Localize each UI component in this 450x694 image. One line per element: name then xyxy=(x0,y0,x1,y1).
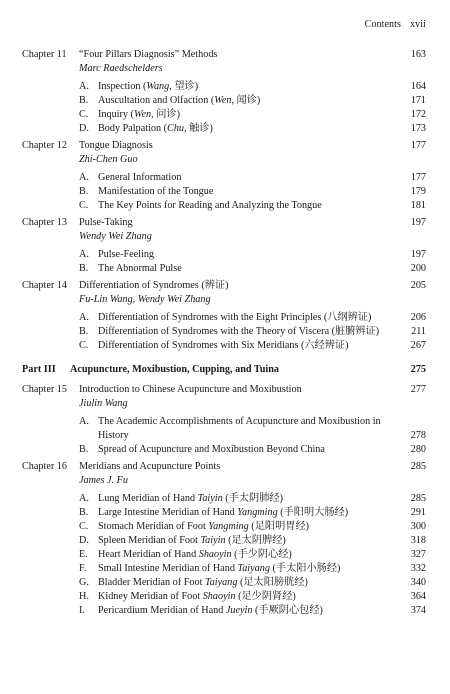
section-title-text: , 闻诊) xyxy=(231,95,261,106)
chapter-label: Chapter 15 xyxy=(22,384,67,395)
section-entry[interactable] xyxy=(79,185,426,199)
section-title-text: (手少阴心经) xyxy=(231,549,292,560)
chapter-title: Differentiation of Syndromes (辨证) xyxy=(79,280,229,291)
section-title-italic: Taiyin xyxy=(197,493,223,504)
section-title xyxy=(98,109,180,120)
section-title-text: Small Intestine Meridian of Hand xyxy=(98,563,238,574)
table-of-contents xyxy=(22,48,426,621)
section-letter: C. xyxy=(79,109,89,120)
section-letter: F. xyxy=(79,563,87,574)
page-number: 327 xyxy=(410,549,426,560)
header-page-number: xvii xyxy=(410,19,426,30)
section-title xyxy=(98,263,182,274)
section-title xyxy=(98,312,371,323)
page-number: 181 xyxy=(410,200,426,211)
section-title-text: Bladder Meridian of Foot xyxy=(98,577,205,588)
page-number: 285 xyxy=(410,461,426,472)
chapter-heading[interactable] xyxy=(22,216,426,230)
chapter-author: James J. Fu xyxy=(79,475,128,486)
section-letter: E. xyxy=(79,549,88,560)
page-number: 300 xyxy=(410,521,426,532)
section-letter: C. xyxy=(79,340,89,351)
section-entry[interactable] xyxy=(79,492,426,506)
page-number: 275 xyxy=(410,364,426,375)
section-title-italic: Yangming xyxy=(208,521,249,532)
section-title-text: Pulse-Feeling xyxy=(98,249,155,260)
chapter-heading[interactable] xyxy=(22,279,426,293)
section-title-text: (手厥阴心包经) xyxy=(252,605,323,616)
chapter-label: Chapter 16 xyxy=(22,461,67,472)
section-title xyxy=(98,521,309,532)
section-entry[interactable] xyxy=(79,590,426,604)
section-title-italic: Taiyin xyxy=(200,535,226,546)
section-letter: A. xyxy=(79,493,89,504)
chapter-entry xyxy=(22,383,426,457)
section-letter: A. xyxy=(79,172,89,183)
section-title xyxy=(98,123,213,134)
chapter-author: Zhi-Chen Guo xyxy=(79,154,138,165)
section-title xyxy=(98,81,198,92)
section-entry[interactable] xyxy=(79,311,426,325)
page-number: 211 xyxy=(411,326,426,337)
section-title-text: Manifestation of the Tongue xyxy=(98,186,214,197)
page-number: 171 xyxy=(410,95,426,106)
page-number: 291 xyxy=(410,507,426,518)
page-number: 340 xyxy=(410,577,426,588)
chapter-label: Chapter 12 xyxy=(22,140,67,151)
section-letter: C. xyxy=(79,521,89,532)
section-title xyxy=(98,591,296,602)
section-title xyxy=(98,95,260,106)
section-entry[interactable] xyxy=(79,262,426,276)
part-title: Acupuncture, Moxibustion, Cupping, and Tuina xyxy=(70,364,280,375)
section-title-text: (足少阴肾经) xyxy=(235,591,296,602)
page-number: 267 xyxy=(410,340,426,351)
section-entry[interactable] xyxy=(79,506,426,520)
section-title-text: (足阳明胃经) xyxy=(248,521,310,532)
section-entry[interactable] xyxy=(79,325,426,339)
section-entry[interactable] xyxy=(79,520,426,534)
section-title xyxy=(98,200,322,211)
section-letter: B. xyxy=(79,444,89,455)
chapter-label: Chapter 14 xyxy=(22,280,67,291)
page-number: 332 xyxy=(410,563,426,574)
section-title-text: , 望诊) xyxy=(169,81,199,92)
section-entry[interactable] xyxy=(79,548,426,562)
chapter-title: Tongue Diagnosis xyxy=(79,140,153,151)
page-number: 164 xyxy=(410,81,426,92)
section-entry[interactable] xyxy=(79,415,426,443)
section-title-text: The Academic Accomplishments of Acupuncture and Moxibustion in History xyxy=(98,416,381,441)
running-header xyxy=(365,18,426,32)
section-title-italic: Jueyin xyxy=(225,605,253,616)
section-title-text: , 问诊) xyxy=(151,109,180,120)
section-letter: A. xyxy=(79,249,89,260)
section-entry[interactable] xyxy=(79,534,426,548)
section-title-text: Body Palpation ( xyxy=(98,123,168,134)
section-title-text: Stomach Meridian of Foot xyxy=(98,521,209,532)
chapter-title: Meridians and Acupuncture Points xyxy=(79,461,221,472)
section-entry[interactable] xyxy=(79,576,426,590)
page-number: 177 xyxy=(410,140,426,151)
chapter-entry xyxy=(22,48,426,136)
page-number: 205 xyxy=(410,280,426,291)
page-number: 278 xyxy=(410,430,426,441)
chapter-entry xyxy=(22,216,426,276)
section-letter: D. xyxy=(79,535,89,546)
section-title xyxy=(98,507,348,518)
section-entry[interactable] xyxy=(79,199,426,213)
page-number: 285 xyxy=(410,493,426,504)
chapter-heading[interactable] xyxy=(22,48,426,62)
page-number: 277 xyxy=(410,384,426,395)
section-title-text: The Abnormal Pulse xyxy=(98,263,182,274)
page-number: 318 xyxy=(410,535,426,546)
chapter-title: “Four Pillars Diagnosis” Methods xyxy=(79,49,218,60)
section-entry[interactable] xyxy=(79,80,426,94)
chapter-title: Pulse-Taking xyxy=(79,217,133,228)
section-title-italic: Wen xyxy=(214,95,232,106)
section-title-text: (足太阴脾经) xyxy=(225,535,286,546)
section-title xyxy=(98,577,308,588)
page-number: 163 xyxy=(410,49,426,60)
section-title-text: Heart Meridian of Hand xyxy=(98,549,199,560)
part-label: Part III xyxy=(22,364,56,375)
section-letter: G. xyxy=(79,577,89,588)
section-title-text: Inspection ( xyxy=(98,81,147,92)
section-title xyxy=(98,444,325,455)
section-letter: D. xyxy=(79,123,89,134)
section-letter: A. xyxy=(79,416,89,427)
section-entry[interactable] xyxy=(79,604,426,618)
page-number: 374 xyxy=(410,605,426,616)
page-number: 197 xyxy=(410,217,426,228)
section-title-italic: Shaoyin xyxy=(202,591,236,602)
section-title-text: General Information xyxy=(98,172,182,183)
section-letter: B. xyxy=(79,263,89,274)
section-title xyxy=(98,186,213,197)
section-title-text: Auscultation and Olfaction ( xyxy=(98,95,215,106)
page-number: 197 xyxy=(410,249,426,260)
section-title-text: Spread of Acupuncture and Moxibustion Beyond China xyxy=(98,444,325,455)
section-entry[interactable] xyxy=(79,108,426,122)
section-title-italic: Wen xyxy=(133,109,152,120)
page-number: 173 xyxy=(410,123,426,134)
section-letter: I. xyxy=(79,605,85,616)
chapter-label: Chapter 13 xyxy=(22,217,67,228)
header-section: Contents xyxy=(364,19,402,30)
chapter-author: Wendy Wei Zhang xyxy=(79,231,152,242)
section-title-italic: Taiyang xyxy=(237,563,270,574)
section-title xyxy=(98,493,283,504)
section-title-text: The Key Points for Reading and Analyzing the Tongue xyxy=(98,200,322,211)
section-title-text: Differentiation of Syndromes with Six Meridians (六经辨证) xyxy=(98,340,349,351)
section-title-italic: Chu xyxy=(167,123,185,134)
section-title xyxy=(98,172,181,183)
chapter-label: Chapter 11 xyxy=(22,49,67,60)
section-title-italic: Yangming xyxy=(237,507,278,518)
chapter-heading[interactable] xyxy=(22,139,426,153)
chapter-author: Fu-Lin Wang, Wendy Wei Zhang xyxy=(79,294,211,305)
section-letter: C. xyxy=(79,200,89,211)
page-number: 206 xyxy=(410,312,426,323)
section-letter: H. xyxy=(79,591,89,602)
section-title-italic: Wang xyxy=(146,81,170,92)
section-entry[interactable] xyxy=(79,248,426,262)
page-number: 177 xyxy=(410,172,426,183)
section-title-text: Differentiation of Syndromes with the Eight Principles (八纲辨证) xyxy=(98,312,372,323)
chapter-heading[interactable] xyxy=(22,460,426,474)
section-title-text: Large Intestine Meridian of Hand xyxy=(98,507,238,518)
section-title-text: (手太阳小肠经) xyxy=(269,563,341,574)
section-title-text: Lung Meridian of Hand xyxy=(98,493,198,504)
chapter-entry xyxy=(22,460,426,618)
section-title-text: Inquiry ( xyxy=(98,109,134,120)
section-letter: B. xyxy=(79,186,89,197)
chapter-title: Introduction to Chinese Acupuncture and Moxibustion xyxy=(79,384,302,395)
page-number: 364 xyxy=(410,591,426,602)
section-title-text: (手阳明大肠经) xyxy=(277,507,349,518)
section-entry[interactable] xyxy=(79,443,426,457)
section-letter: A. xyxy=(79,81,89,92)
section-title-text: (手太阴肺经) xyxy=(222,493,283,504)
section-letter: B. xyxy=(79,95,89,106)
chapter-entry xyxy=(22,139,426,213)
chapter-entry xyxy=(22,279,426,353)
page-number: 280 xyxy=(410,444,426,455)
section-title xyxy=(98,549,292,560)
section-title xyxy=(98,340,349,351)
section-title-text: Kidney Meridian of Foot xyxy=(98,591,203,602)
chapter-author: Marc Raedschelders xyxy=(79,63,163,74)
chapter-heading[interactable] xyxy=(22,383,426,397)
section-entry[interactable] xyxy=(79,94,426,108)
section-title xyxy=(98,605,323,616)
section-letter: A. xyxy=(79,312,89,323)
section-title-text: , 触诊) xyxy=(184,123,213,134)
section-entry[interactable] xyxy=(79,562,426,576)
section-entry[interactable] xyxy=(79,122,426,136)
section-title xyxy=(98,326,379,337)
section-letter: B. xyxy=(79,507,89,518)
section-title-text: Spleen Meridian of Foot xyxy=(98,535,201,546)
section-title-italic: Taiyang xyxy=(204,577,238,588)
section-title xyxy=(98,249,154,260)
section-title xyxy=(98,563,340,574)
page-number: 200 xyxy=(410,263,426,274)
part-heading[interactable] xyxy=(22,363,426,377)
section-title-text: Differentiation of Syndromes with the Theory of Viscera (脏腑辨证) xyxy=(98,326,380,337)
chapter-author: Jiulin Wang xyxy=(79,398,128,409)
section-letter: B. xyxy=(79,326,89,337)
section-entry[interactable] xyxy=(79,171,426,185)
section-title xyxy=(98,535,286,546)
section-title-text: Pericardium Meridian of Hand xyxy=(98,605,226,616)
section-entry[interactable] xyxy=(79,339,426,353)
section-title-text: (足太阳膀胱经) xyxy=(237,577,308,588)
page-number: 172 xyxy=(410,109,426,120)
section-title-italic: Shaoyin xyxy=(198,549,232,560)
page-number: 179 xyxy=(410,186,426,197)
section-title xyxy=(98,416,381,441)
